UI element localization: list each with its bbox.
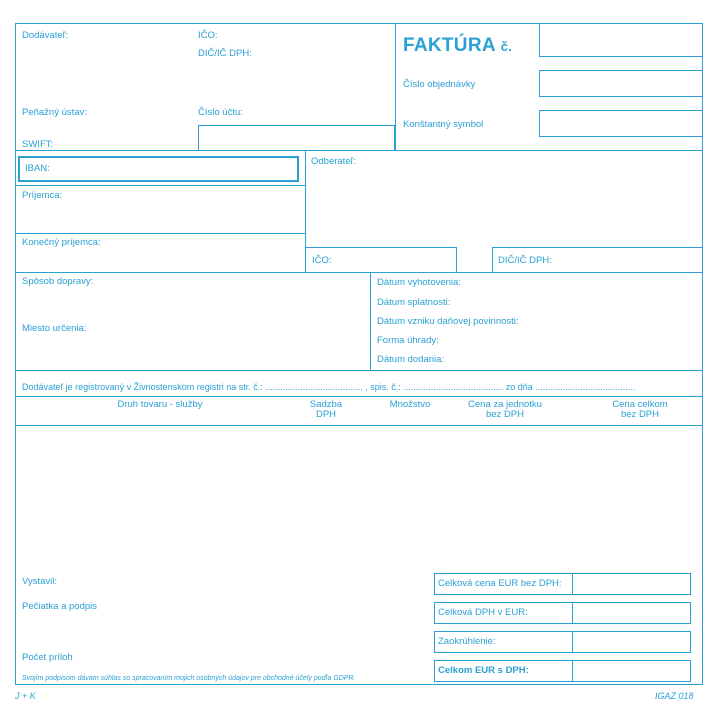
form-code: IGAZ 018 [655, 691, 694, 701]
order-number-field[interactable] [539, 70, 703, 97]
col-unit-price-line2: bez DPH [485, 409, 524, 421]
tax-date-label: Dátum vzniku daňovej povinnosti: [377, 316, 519, 327]
col-quantity: Množstvo [389, 399, 431, 410]
col-unit-price [455, 400, 555, 421]
customer-ico-label: IČO: [312, 255, 332, 266]
vat-total-label: Celková DPH v EUR: [438, 607, 528, 618]
issued-by-label: Vystavil: [22, 576, 58, 587]
bank-label: Peňažný ústav: [22, 107, 87, 118]
divider-iban [15, 185, 305, 186]
invoice-title-text: FAKTÚRA [403, 35, 496, 56]
total-without-vat-field[interactable] [573, 574, 690, 594]
supplier-dic-label: DIČ/IČ DPH: [198, 48, 252, 59]
col-total-price-line1: Cena celkom [612, 399, 668, 410]
customer-dic-label: DIČ/IČ DPH: [498, 255, 552, 266]
transport-method-label: Spôsob dopravy: [22, 276, 94, 287]
divider-top-section [15, 150, 703, 151]
vat-total-field[interactable] [573, 603, 690, 623]
grand-total-label: Celkom EUR s DPH: [438, 665, 529, 676]
rounding-field[interactable] [573, 632, 690, 652]
due-date-label: Dátum splatnosti: [377, 297, 451, 308]
gdpr-consent: Svojím podpisom dávam súhlas so spracovaním mojich osobných údajov pre obchodné účely podľa GDPR. [22, 675, 356, 682]
register-statement: Dodávateľ je registrovaný v Živnostenskom registri na str. č.: ....................................... , spis. č.: ........................................ zo dňa ........................................ [22, 382, 636, 392]
col-vat-rate-line2: DPH [315, 409, 337, 421]
account-number-field[interactable] [198, 125, 395, 151]
col-total-price-line2: bez DPH [620, 409, 659, 421]
supplier-ico-label: IČO: [198, 30, 218, 41]
account-number-label: Číslo účtu: [198, 107, 243, 118]
constant-symbol-field[interactable] [539, 110, 703, 137]
order-number-label: Číslo objednávky [403, 79, 476, 90]
divider-table-header [15, 425, 703, 426]
col-total-price [590, 400, 690, 421]
final-recipient-label: Konečný príjemca: [22, 237, 101, 248]
swift-label: SWIFT: [22, 139, 54, 150]
total-without-vat-label: Celková cena EUR bez DPH: [438, 578, 562, 589]
customer-label: Odberateľ: [311, 156, 357, 167]
attachments-label: Počet príloh [22, 652, 73, 663]
col-item-description: Druh tovaru - služby [117, 399, 203, 410]
stamp-signature-label: Pečiatka a podpis [22, 601, 97, 612]
grand-total-field[interactable] [573, 661, 690, 681]
col-vat-rate [298, 400, 354, 421]
issued-date-label: Dátum vyhotovenia: [377, 277, 461, 288]
col-unit-price-line1: Cena za jednotku [468, 399, 542, 410]
divider-recipient [15, 233, 305, 234]
recipient-label: Príjemca: [22, 190, 63, 201]
constant-symbol-label: Konštantný symbol [403, 119, 484, 130]
supplier-label: Dodávateľ: [22, 30, 69, 41]
destination-label: Miesto určenia: [22, 323, 87, 334]
col-vat-rate-line1: Sadzba [309, 399, 343, 410]
payment-form-label: Forma úhrady: [377, 335, 439, 346]
rounding-label: Zaokrúhlenie: [438, 636, 496, 647]
divider-dates-vertical [370, 272, 371, 370]
invoice-title [403, 35, 512, 57]
divider-customer-bottom [15, 272, 703, 273]
divider-dates-bottom [15, 370, 703, 371]
left-code: J + K [15, 691, 36, 701]
divider-register-bottom [15, 396, 703, 397]
invoice-title-suffix: č. [500, 39, 513, 54]
delivery-date-label: Dátum dodania: [377, 354, 445, 365]
invoice-number-field[interactable] [539, 23, 703, 57]
iban-label: IBAN: [25, 163, 50, 174]
iban-field[interactable] [18, 156, 299, 182]
divider-header-vertical [395, 23, 396, 151]
